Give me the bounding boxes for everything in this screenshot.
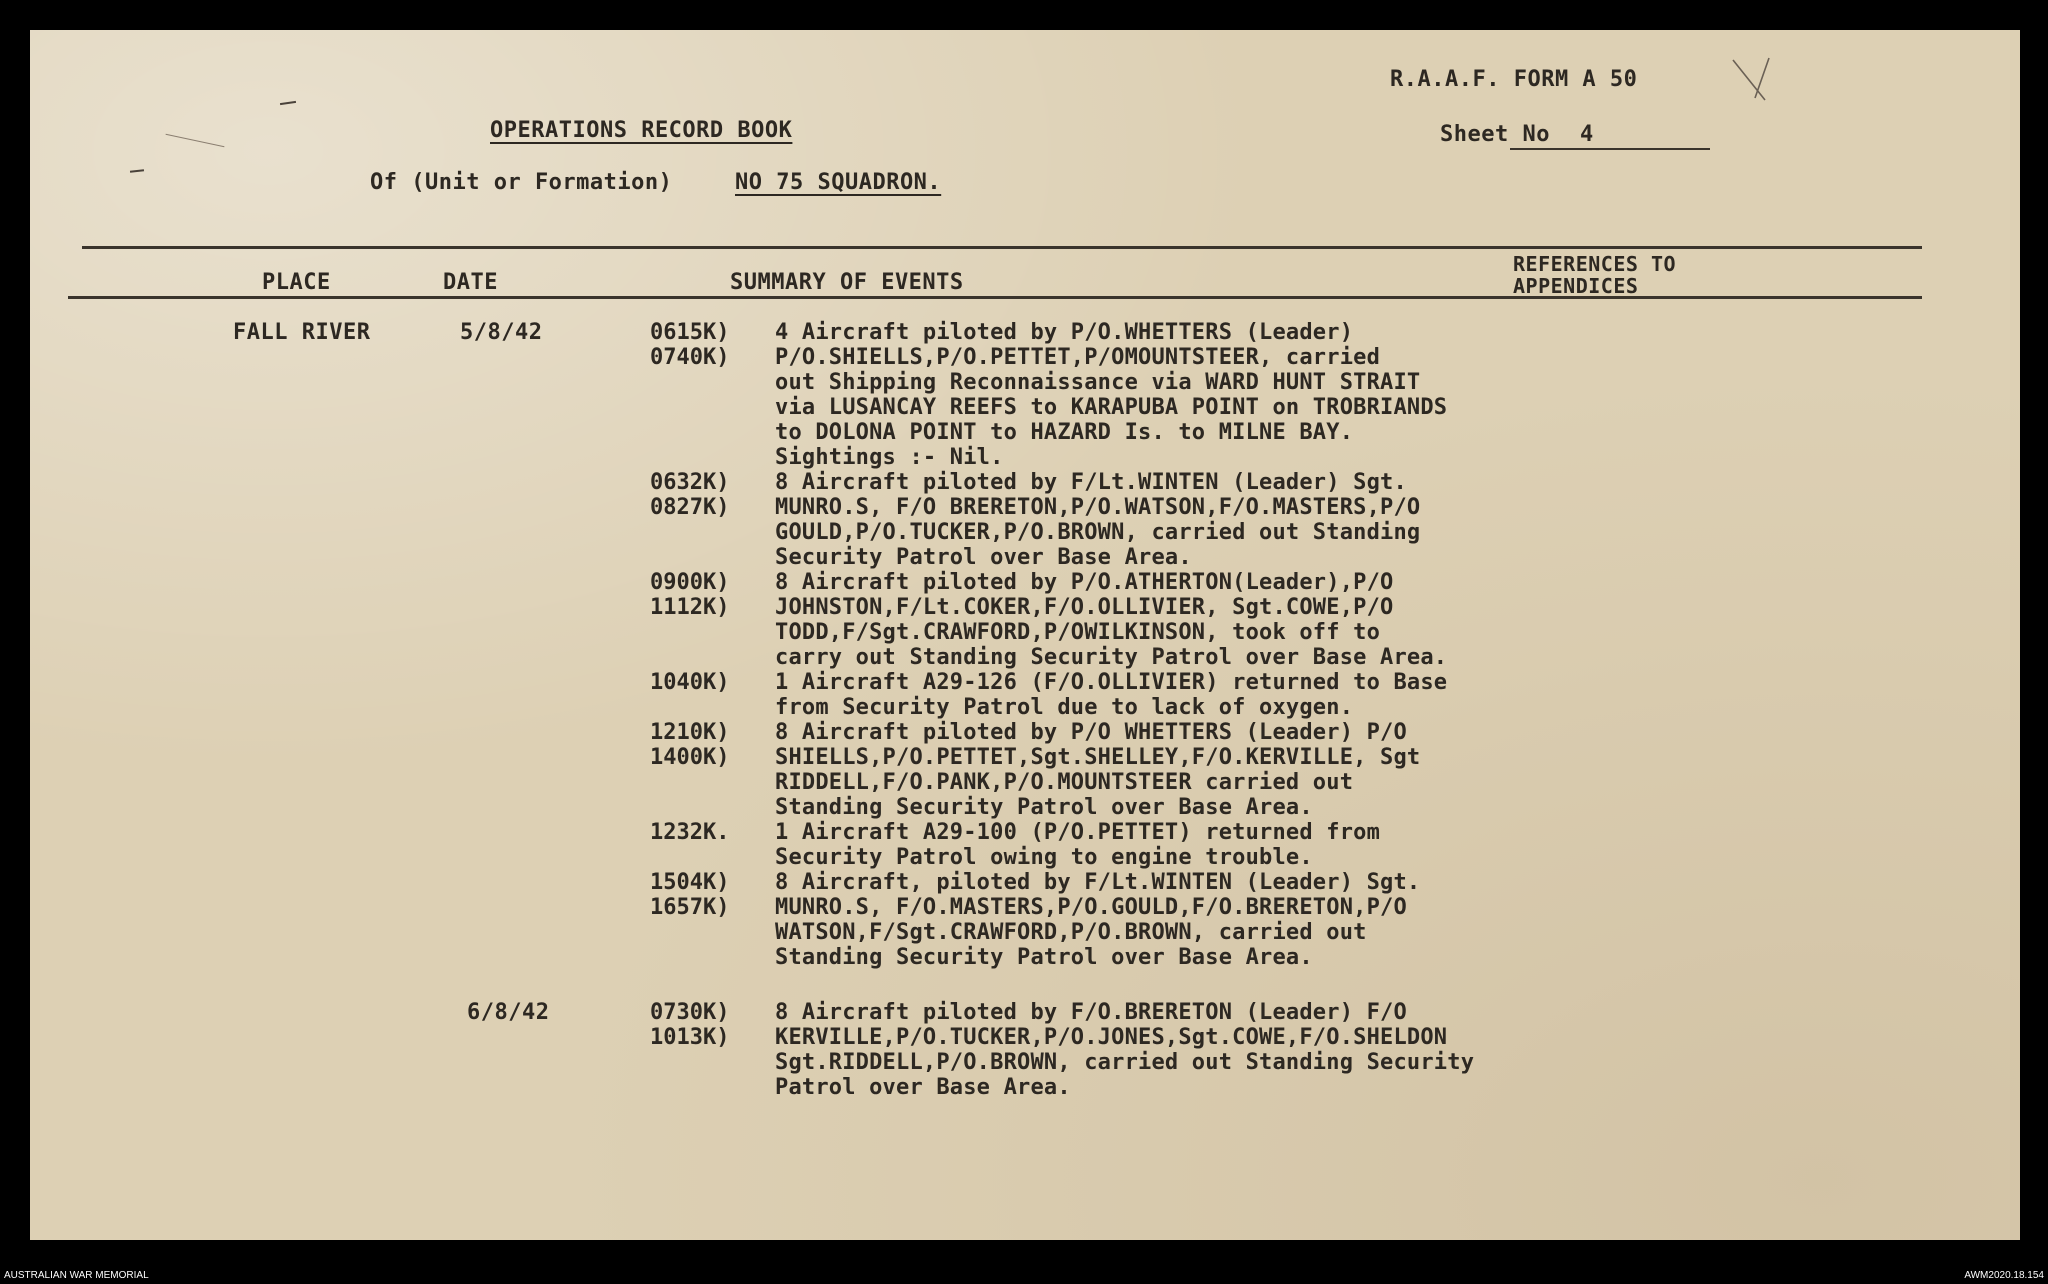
form-label: R.A.A.F. FORM A 50 bbox=[1390, 67, 1638, 92]
summary-line: 8 Aircraft piloted by P/O WHETTERS (Leader) P/O bbox=[775, 720, 1407, 745]
col-refs: REFERENCES TO bbox=[1513, 252, 1677, 276]
summary-line: P/O.SHIELLS,P/O.PETTET,P/OMOUNTSTEER, carried bbox=[775, 345, 1381, 370]
summary-line: 8 Aircraft piloted by F/O.BRERETON (Leader) F/O bbox=[775, 1000, 1407, 1025]
time-cell: 1210K) bbox=[650, 720, 730, 745]
summary-line: carry out Standing Security Patrol over Base Area. bbox=[775, 645, 1448, 670]
col-summary: SUMMARY OF EVENTS bbox=[730, 270, 964, 295]
summary-line: KERVILLE,P/O.TUCKER,P/O.JONES,Sgt.COWE,F/O.SHELDON bbox=[775, 1025, 1448, 1050]
time-cell: 1112K) bbox=[650, 595, 730, 620]
header-top-rule bbox=[82, 246, 1922, 249]
summary-line: 8 Aircraft piloted by F/Lt.WINTEN (Leader) Sgt. bbox=[775, 470, 1407, 495]
time-cell: 0632K) bbox=[650, 470, 730, 495]
summary-line: from Security Patrol due to lack of oxygen. bbox=[775, 695, 1354, 720]
summary-line: WATSON,F/Sgt.CRAWFORD,P/O.BROWN, carried out bbox=[775, 920, 1367, 945]
time-cell: 1232K. bbox=[650, 820, 730, 845]
summary-line: 1 Aircraft A29-100 (P/O.PETTET) returned from bbox=[775, 820, 1381, 845]
page-title: OPERATIONS RECORD BOOK bbox=[490, 118, 793, 143]
check-mark-icon bbox=[1725, 50, 1785, 110]
col-refs: APPENDICES bbox=[1513, 274, 1639, 298]
unit-name: NO 75 SQUADRON. bbox=[735, 170, 942, 195]
summary-line: GOULD,P/O.TUCKER,P/O.BROWN, carried out Standing bbox=[775, 520, 1421, 545]
summary-line: MUNRO.S, F/O BRERETON,P/O.WATSON,F/O.MASTERS,P/O bbox=[775, 495, 1421, 520]
time-cell: 0615K) bbox=[650, 320, 730, 345]
summary-line: RIDDELL,F/O.PANK,P/O.MOUNTSTEER carried out bbox=[775, 770, 1354, 795]
time-cell: 0740K) bbox=[650, 345, 730, 370]
header-bottom-rule bbox=[68, 296, 1922, 299]
summary-line: 1 Aircraft A29-126 (F/O.OLLIVIER) returned to Base bbox=[775, 670, 1448, 695]
summary-line: Security Patrol over Base Area. bbox=[775, 545, 1192, 570]
time-cell: 1400K) bbox=[650, 745, 730, 770]
summary-line: SHIELLS,P/O.PETTET,Sgt.SHELLEY,F/O.KERVILLE, Sgt bbox=[775, 745, 1421, 770]
col-place: PLACE bbox=[262, 270, 331, 295]
time-cell: 0730K) bbox=[650, 1000, 730, 1025]
summary-line: JOHNSTON,F/Lt.COKER,F/O.OLLIVIER, Sgt.COWE,P/O bbox=[775, 595, 1394, 620]
summary-line: 8 Aircraft, piloted by F/Lt.WINTEN (Leader) Sgt. bbox=[775, 870, 1421, 895]
time-cell: 1657K) bbox=[650, 895, 730, 920]
summary-line: 8 Aircraft piloted by P/O.ATHERTON(Leader),P/O bbox=[775, 570, 1394, 595]
summary-line: MUNRO.S, F/O.MASTERS,P/O.GOULD,F/O.BRERETON,P/O bbox=[775, 895, 1407, 920]
summary-line: to DOLONA POINT to HAZARD Is. to MILNE BAY. bbox=[775, 420, 1354, 445]
pencil-mark bbox=[166, 134, 225, 147]
time-cell: 1040K) bbox=[650, 670, 730, 695]
summary-line: via LUSANCAY REEFS to KARAPUBA POINT on TROBRIANDS bbox=[775, 395, 1448, 420]
sheet-number: 4 bbox=[1580, 122, 1594, 147]
summary-line: Patrol over Base Area. bbox=[775, 1075, 1071, 1100]
date-cell: 6/8/42 bbox=[467, 1000, 550, 1025]
place-cell: FALL RIVER bbox=[233, 320, 371, 345]
record-sheet bbox=[30, 30, 2020, 1240]
pencil-mark bbox=[130, 169, 144, 172]
summary-line: 4 Aircraft piloted by P/O.WHETTERS (Leader) bbox=[775, 320, 1354, 345]
time-cell: 1013K) bbox=[650, 1025, 730, 1050]
summary-line: Sgt.RIDDELL,P/O.BROWN, carried out Standing Security bbox=[775, 1050, 1475, 1075]
time-cell: 1504K) bbox=[650, 870, 730, 895]
sheet-label: Sheet No bbox=[1440, 122, 1550, 147]
footer-left: AUSTRALIAN WAR MEMORIAL bbox=[4, 1270, 149, 1281]
sheet-underline bbox=[1510, 148, 1710, 150]
summary-line: out Shipping Reconnaissance via WARD HUNT STRAIT bbox=[775, 370, 1421, 395]
summary-line: TODD,F/Sgt.CRAWFORD,P/OWILKINSON, took off to bbox=[775, 620, 1381, 645]
unit-label: Of (Unit or Formation) bbox=[370, 170, 673, 195]
summary-line: Security Patrol owing to engine trouble. bbox=[775, 845, 1313, 870]
time-cell: 0827K) bbox=[650, 495, 730, 520]
summary-line: Standing Security Patrol over Base Area. bbox=[775, 945, 1313, 970]
col-date: DATE bbox=[443, 270, 498, 295]
summary-line: Sightings :- Nil. bbox=[775, 445, 1004, 470]
footer-right: AWM2020.18.154 bbox=[1964, 1270, 2044, 1281]
summary-line: Standing Security Patrol over Base Area. bbox=[775, 795, 1313, 820]
date-cell: 5/8/42 bbox=[460, 320, 543, 345]
pencil-mark bbox=[280, 101, 296, 105]
time-cell: 0900K) bbox=[650, 570, 730, 595]
